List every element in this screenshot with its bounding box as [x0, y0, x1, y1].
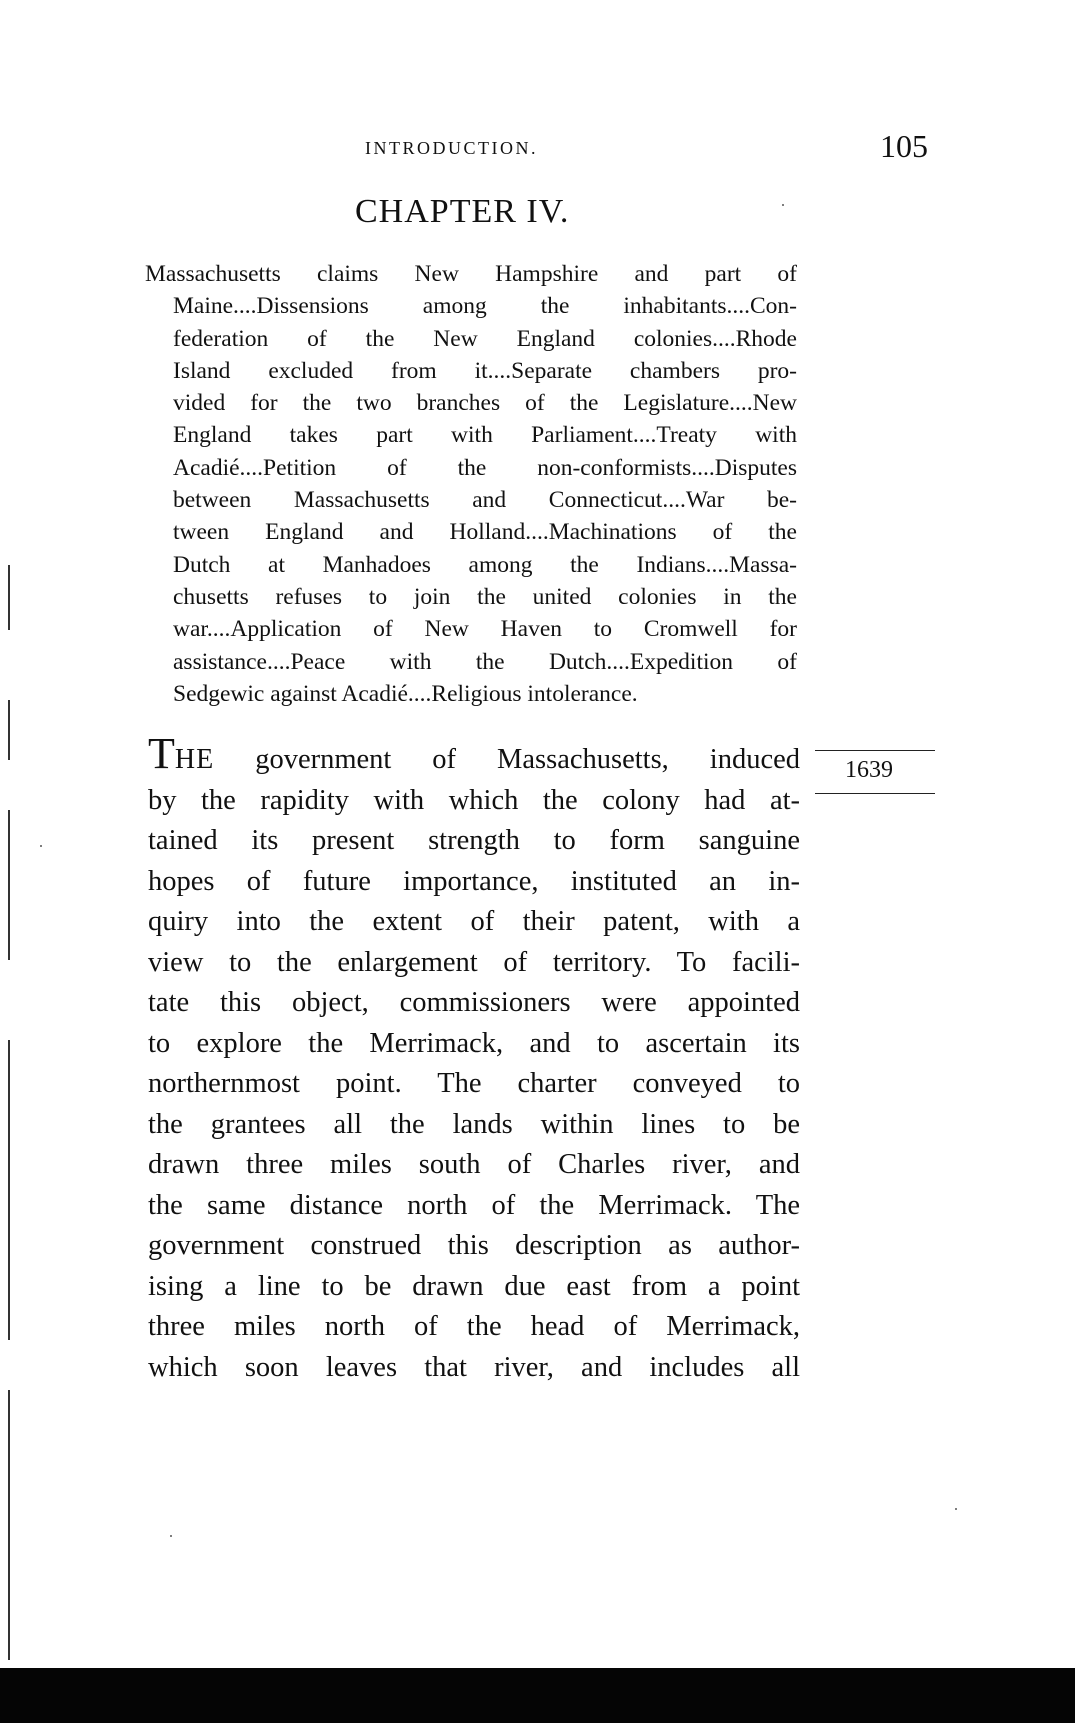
scan-bottom-border	[0, 1668, 1075, 1723]
summary-line: England takes part with Parliament....Treaty with	[173, 422, 797, 449]
body-line: by the rapidity with which the colony had at-	[148, 784, 800, 816]
body-line: government construed this description as author-	[148, 1230, 800, 1261]
chapter-title: CHAPTER IV.	[355, 193, 570, 230]
scan-edge-mark	[8, 700, 10, 760]
body-paragraph	[148, 729, 800, 1388]
summary-line: Maine....Dissensions among the inhabitants....Con-	[173, 293, 797, 320]
page-number: 105	[880, 128, 928, 164]
scan-speck	[40, 845, 42, 847]
drop-cap: T	[148, 729, 175, 778]
body-line: three miles north of the head of Merrimack,	[148, 1311, 800, 1342]
summary-line: Sedgewic against Acadié....Religious intolerance.	[173, 680, 638, 707]
scan-speck	[782, 204, 784, 206]
body-line: drawn three miles south of Charles river, and	[148, 1149, 800, 1180]
summary-line: Island excluded from it....Separate chambers pro-	[173, 357, 797, 384]
scan-edge-mark	[8, 810, 10, 960]
body-line: ising a line to be drawn due east from a point	[148, 1270, 800, 1302]
margin-rule-bottom	[815, 793, 935, 794]
body-line	[148, 729, 800, 781]
body-line: tained its present strength to form sanguine	[148, 825, 800, 856]
summary-line: federation of the New England colonies....Rhode	[173, 325, 797, 352]
margin-year: 1639	[845, 757, 893, 783]
summary-line: vided for the two branches of the Legislature....New	[173, 390, 797, 417]
scan-edge-mark	[8, 565, 10, 630]
summary-line: Dutch at Manhadoes among the Indians....Massa-	[173, 551, 797, 578]
body-line: tate this object, commissioners were appointed	[148, 987, 800, 1018]
body-line: northernmost point. The charter conveyed to	[148, 1068, 800, 1099]
margin-rule-top	[815, 750, 935, 751]
summary-line: Massachusetts claims New Hampshire and part of	[145, 261, 797, 287]
body-line: hopes of future importance, instituted an in-	[148, 865, 800, 897]
body-line: quiry into the extent of their patent, with a	[148, 906, 800, 937]
summary-line: assistance....Peace with the Dutch....Expedition of	[173, 648, 797, 675]
scan-speck	[170, 1535, 172, 1537]
summary-line: Acadié....Petition of the non-conformists....Disputes	[173, 454, 797, 481]
summary-line: tween England and Holland....Machinations of the	[173, 519, 797, 546]
body-line: the grantees all the lands within lines to be	[148, 1108, 800, 1140]
chapter-summary	[145, 258, 797, 710]
summary-line: between Massachusetts and Connecticut....War be-	[173, 487, 797, 514]
small-caps: HE	[174, 744, 215, 775]
body-line: which soon leaves that river, and includes all	[148, 1351, 800, 1383]
body-line: to explore the Merrimack, and to ascertain its	[148, 1027, 800, 1059]
body-line: the same distance north of the Merrimack. The	[148, 1189, 800, 1221]
running-head: INTRODUCTION.	[365, 138, 538, 158]
summary-line: chusetts refuses to join the united colonies in the	[173, 583, 797, 610]
scan-edge-mark	[8, 1040, 10, 1340]
scan-speck	[955, 1508, 957, 1510]
summary-line: war....Application of New Haven to Cromwell for	[173, 616, 797, 643]
scan-edge-mark	[8, 1390, 10, 1660]
first-line-text: government of Massachusetts, induced	[214, 744, 800, 775]
body-line: view to the enlargement of territory. To facili-	[148, 946, 800, 978]
